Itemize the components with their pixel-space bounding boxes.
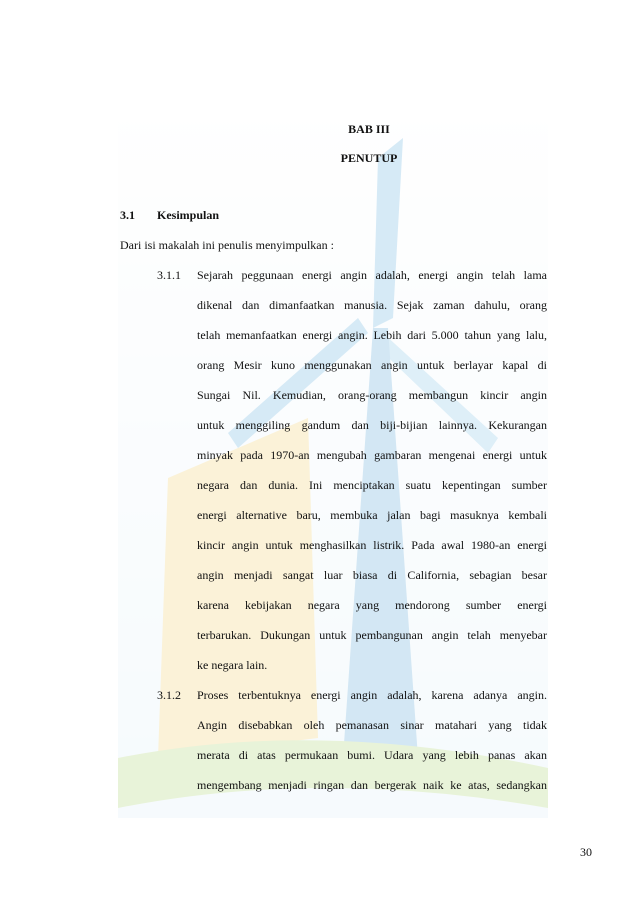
text-line: minyak pada 1970-an mengubah gambaran mengenai energi untuk bbox=[197, 448, 547, 462]
subsection-number: 3.1.1 bbox=[157, 268, 181, 282]
text-line: angin menjadi sangat luar biasa di California, sebagian besar bbox=[197, 568, 547, 582]
text-line: karena kebijakan negara yang mendorong sumber energi bbox=[197, 598, 547, 612]
text-line: telah memanfaatkan energi angin. Lebih dari 5.000 tahun yang lalu, bbox=[197, 328, 547, 342]
text-line: merata di atas permukaan bumi. Udara yang lebih panas akan bbox=[197, 748, 547, 762]
text-line: ke negara lain. bbox=[197, 658, 268, 672]
chapter-label: BAB III bbox=[348, 122, 390, 136]
page-number: 30 bbox=[580, 845, 592, 859]
wind-turbine-watermark bbox=[118, 118, 548, 818]
text-line: mengembang menjadi ringan dan bergerak naik ke atas, sedangkan bbox=[197, 778, 547, 792]
text-line: Sungai Nil. Kemudian, orang-orang membangun kincir angin bbox=[197, 388, 547, 402]
text-line: Proses terbentuknya energi angin adalah, karena adanya angin. bbox=[197, 688, 547, 702]
text-line: energi alternative baru, membuka jalan bagi masuknya kembali bbox=[197, 508, 547, 522]
text-line: untuk menggiling gandum dan biji-bijian lainnya. Kekurangan bbox=[197, 418, 547, 432]
section-title: Kesimpulan bbox=[157, 208, 220, 222]
text-line: kincir angin untuk menghasilkan listrik. Pada awal 1980-an energi bbox=[197, 538, 547, 552]
text-line: orang Mesir kuno menggunakan angin untuk berlayar kapal di bbox=[197, 358, 547, 372]
text-line: dikenal dan dimanfaatkan manusia. Sejak zaman dahulu, orang bbox=[197, 298, 547, 312]
section-number: 3.1 bbox=[120, 208, 135, 222]
text-line: Angin disebabkan oleh pemanasan sinar matahari yang tidak bbox=[197, 718, 547, 732]
text-line: terbarukan. Dukungan untuk pembangunan angin telah menyebar bbox=[197, 628, 547, 642]
intro-paragraph: Dari isi makalah ini penulis menyimpulkan : bbox=[120, 238, 334, 252]
text-line: negara dan dunia. Ini menciptakan suatu kepentingan sumber bbox=[197, 478, 547, 492]
text-line: Sejarah peggunaan energi angin adalah, energi angin telah lama bbox=[197, 268, 547, 282]
subsection-number: 3.1.2 bbox=[157, 688, 181, 702]
chapter-title: PENUTUP bbox=[340, 151, 398, 165]
